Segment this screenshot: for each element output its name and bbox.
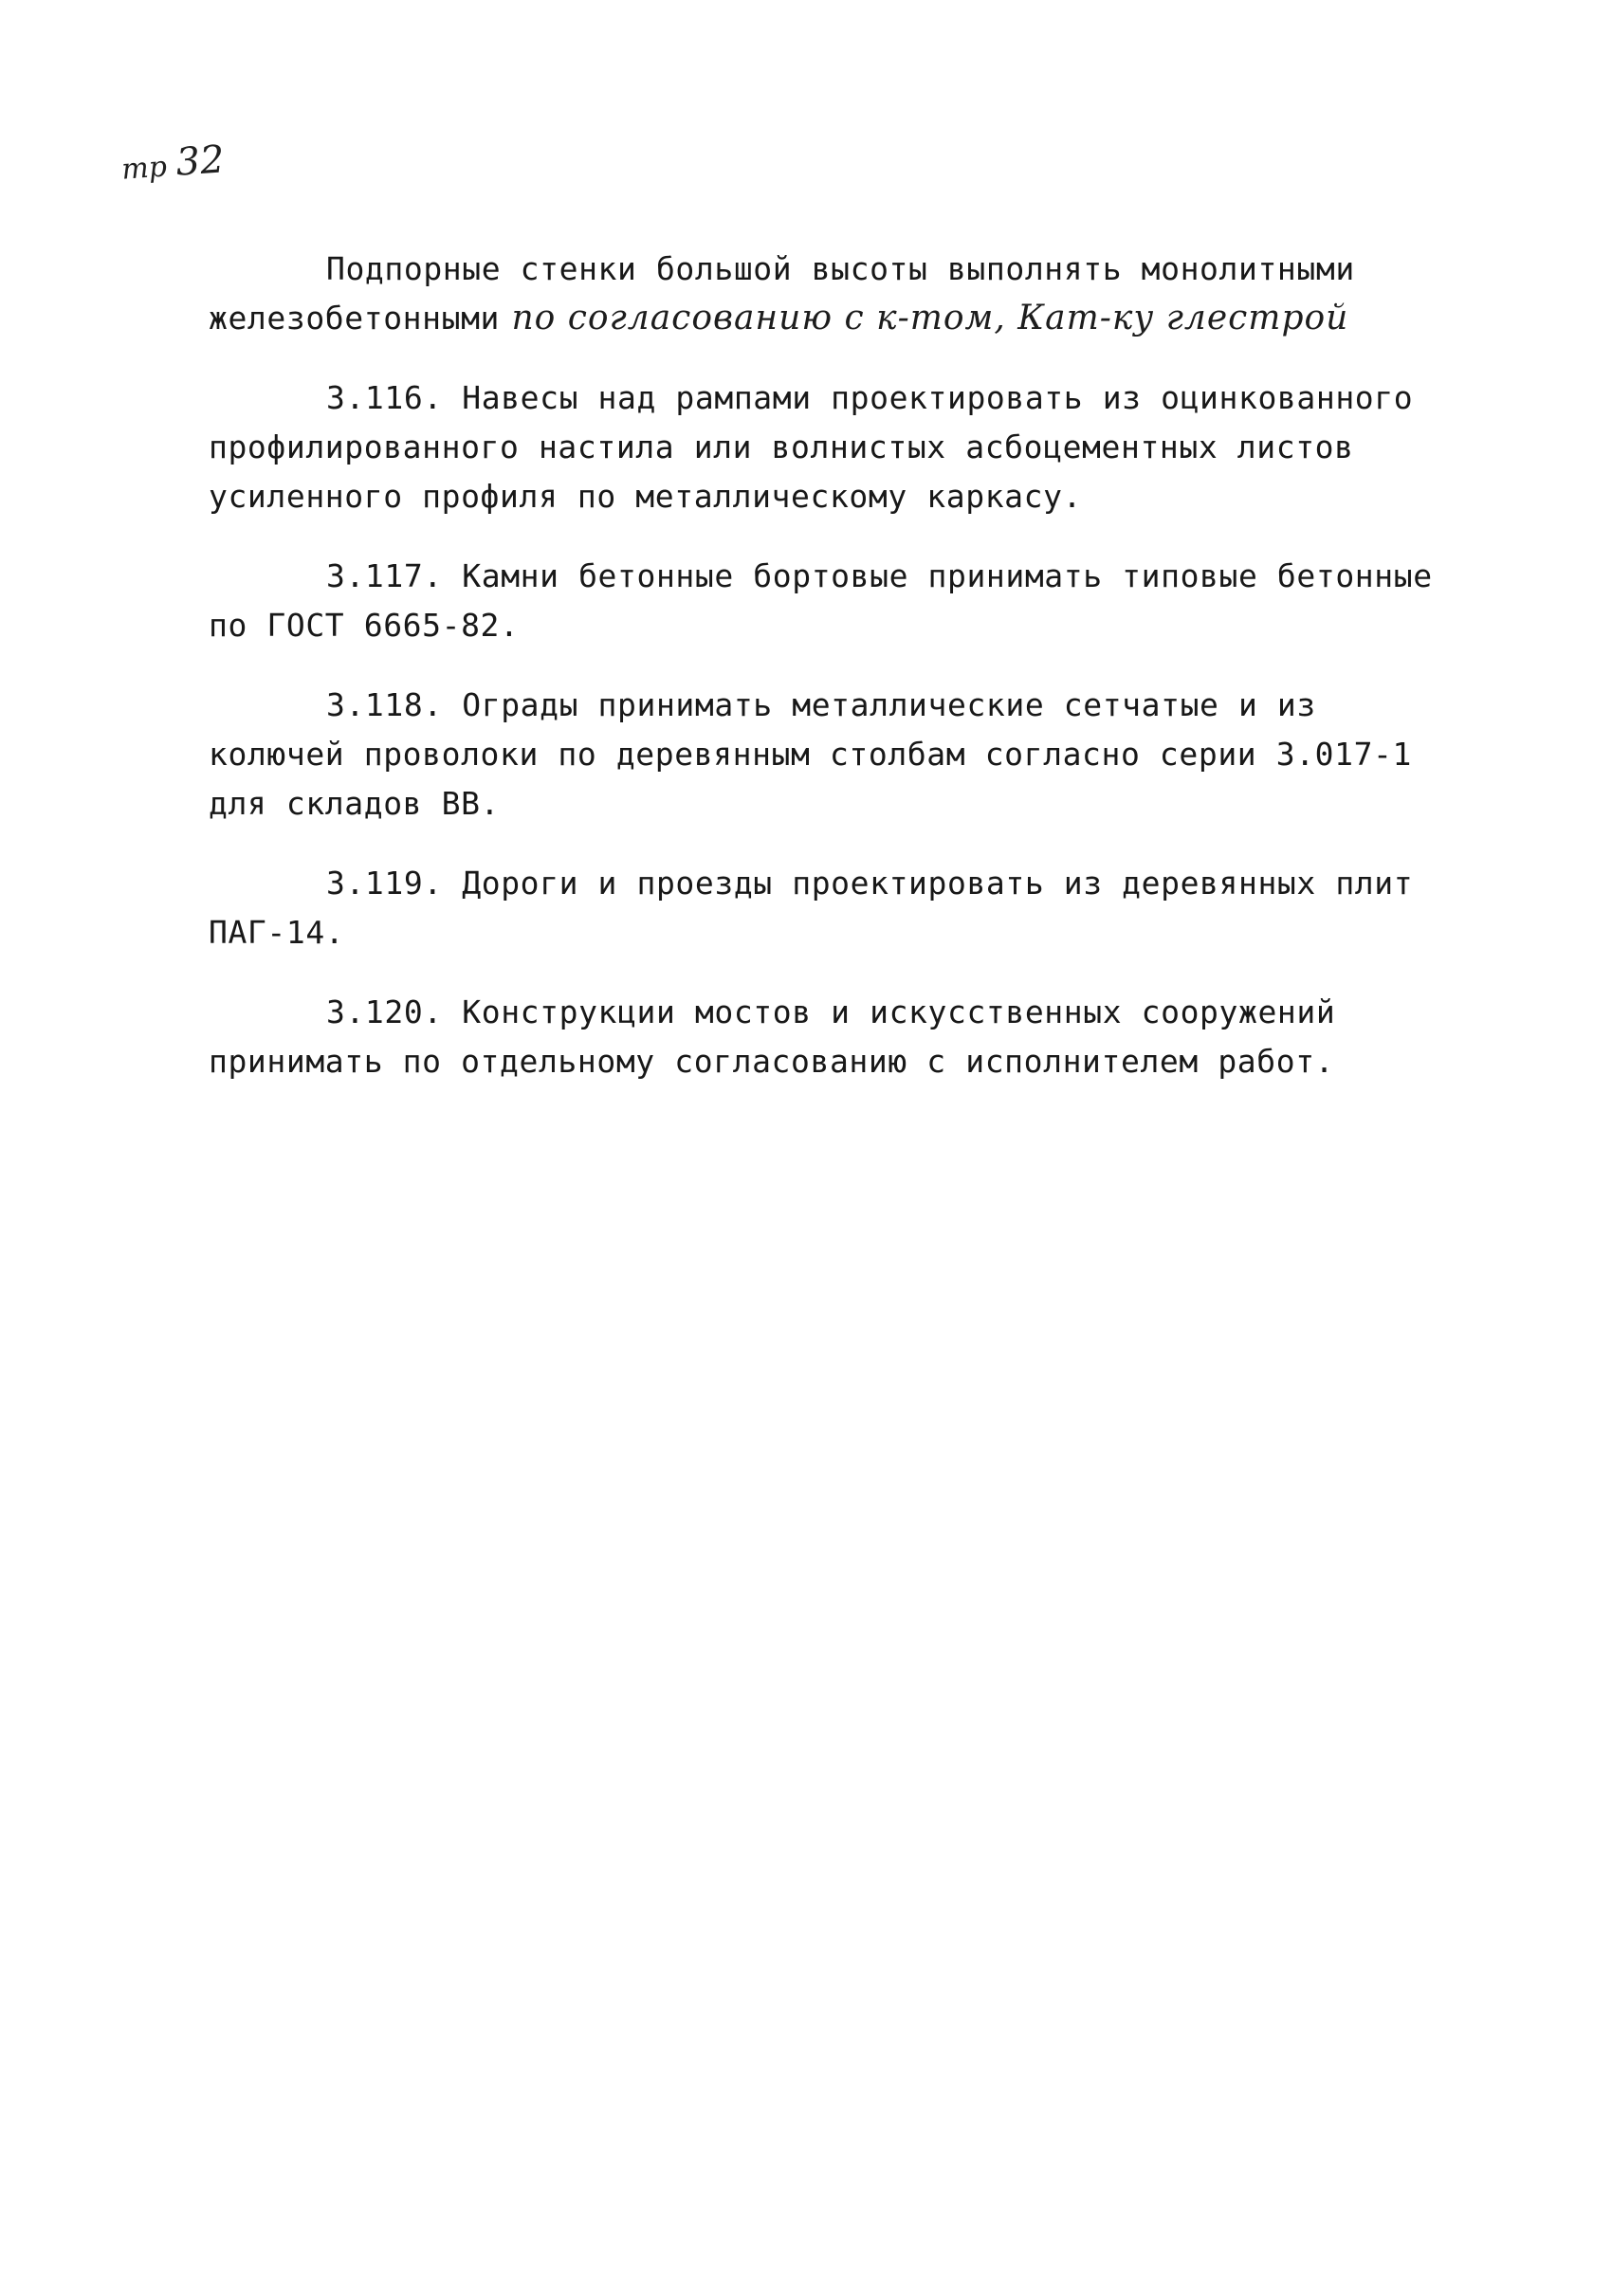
paragraph-number: 3.118. — [326, 686, 443, 723]
paragraph-3-116 — [209, 374, 1441, 521]
paragraph-number: 3.119. — [326, 865, 443, 902]
paragraph-text: Навесы над рампами проектировать из оцинкованного профилированного настила или волнистых асбоцементных листов усиленного профиля по металлическому каркасу. — [209, 379, 1414, 515]
page-mark-label: тр — [120, 150, 169, 187]
paragraph-number: 3.117. — [326, 557, 443, 594]
paragraph-text: Конструкции мостов и искусственных сооружений принимать по отдельному согласованию с исполнителем работ. — [209, 993, 1336, 1080]
paragraph-3-118 — [209, 681, 1441, 829]
paragraph-number: 3.120. — [326, 993, 443, 1030]
paragraph-3-119 — [209, 859, 1441, 957]
paragraph-3-120 — [209, 988, 1441, 1086]
handwritten-note: по согласованию с к-том, Кат-ку глестрой — [500, 299, 1349, 337]
page-mark-number: 32 — [174, 137, 227, 185]
paragraph-text: Ограды принимать металлические сетчатые и из колючей проволоки по деревянным столбам согласно серии 3.017-1 для складов ВВ. — [209, 686, 1412, 822]
paragraph-3-117 — [209, 552, 1441, 650]
paragraph-text: Подпорные стенки большой высоты выполнять монолитными железобетонными — [209, 250, 1355, 337]
page-number-handwritten — [120, 137, 227, 187]
paragraph-text: Дороги и проезды проектировать из деревянных плит ПАГ-14. — [209, 865, 1414, 951]
paragraph-number: 3.116. — [326, 379, 443, 416]
paragraph-text: Камни бетонные бортовые принимать типовые бетонные по ГОСТ 6665-82. — [209, 557, 1433, 644]
document-body — [209, 245, 1441, 1117]
paragraph-retaining-walls — [209, 245, 1441, 343]
